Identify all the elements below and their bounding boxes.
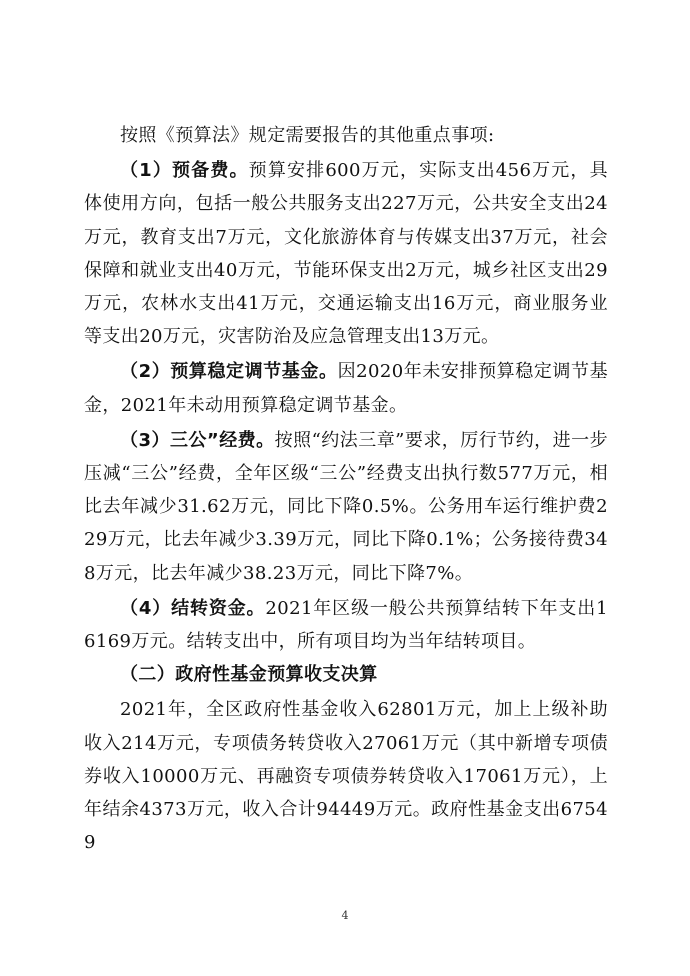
item-lead-three-public-expenses: （3）三公”经费。 (120, 429, 275, 451)
item-three-public-expenses (84, 424, 608, 590)
item-text-reserve-fund: 预算安排600万元，实际支出456万元，具体使用方向，包括一般公共服务支出227万元，公共安全支出24万元，教育支出7万元，文化旅游体育与传媒支出37万元，社会保障和就业支出40万元，节能环保支出2万元，城乡社区支出29万元，农林水支出41万元，交通运输支出16万元，商业服务业等支出20万元，灾害防治及应急管理支出13万元。 (84, 160, 608, 348)
page-number: 4 (341, 909, 349, 922)
item-stabilization-fund (84, 355, 608, 421)
item-text-stabilization-fund: 因2020年未安排预算稳定调节基金，2021年未动用预算稳定调节基金。 (84, 361, 608, 416)
item-lead-reserve-fund: （1）预备费。 (120, 160, 249, 182)
intro-paragraph: 按照《预算法》规定需要报告的其他重点事项: (120, 125, 495, 146)
item-lead-carryover-funds: （4）结转资金。 (120, 597, 266, 619)
item-text-three-public-expenses: 按照“约法三章”要求，厉行节约，进一步压减“三公”经费，全年区级“三公”经费支出执行数577万元，相比去年减少31.62万元，同比下降0.5%。公务用车运行维护费229万元，比去年减少3.39万元，同比下降0.1%；公务接待费348万元，比去年减少38.23万元，同比下降7%。 (84, 429, 608, 584)
item-reserve-fund (84, 154, 608, 353)
item-lead-stabilization-fund: （2）预算稳定调节基金。 (120, 361, 338, 383)
government-funds-paragraph: 2021年，全区政府性基金收入62801万元，加上上级补助收入214万元，专项债务转贷收入27061万元（其中新增专项债券收入10000万元、再融资专项债券转贷收入17061万元），上年结余4373万元，收入合计94449万元。政府性基金支出67549 (84, 699, 608, 854)
item-carryover-funds (84, 592, 608, 658)
section-heading-government-funds: （二）政府性基金预算收支决算 (120, 664, 378, 686)
body-text (84, 119, 608, 859)
item-text-carryover-funds: 2021年区级一般公共预算结转下年支出16169万元。结转支出中，所有项目均为当年结转项目。 (84, 597, 608, 653)
